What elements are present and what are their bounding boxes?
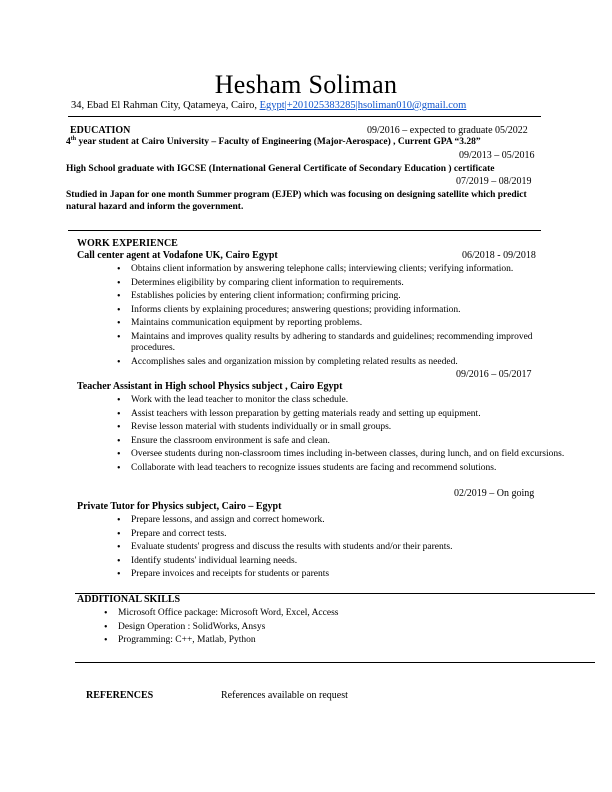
references-text: References available on request (221, 690, 348, 701)
list-item: • Work with the lead teacher to monitor the class schedule. (117, 395, 577, 407)
list-item: • Identify students' individual learning needs. (117, 556, 557, 568)
education-year-number: 4 (66, 137, 71, 147)
list-item: • Oversee students during non-classroom times including in-between classes, during lunch, and on field excursions. (117, 449, 591, 461)
list-item: • Accomplishes sales and organization mission by completing related results as needed. (117, 357, 577, 369)
education-japan-line: Studied in Japan for one month Summer program (EJEP) which was focusing on designing satellite which predict natural hazard and inform the government. (66, 190, 527, 212)
list-item: • Ensure the classroom environment is safe and clean. (117, 436, 577, 448)
education-highschool-line: High School graduate with IGCSE (International General Certificate of Secondary Education ) certificate (66, 164, 495, 174)
list-item: • Determines eligibility by comparing client information to requirements. (117, 278, 577, 290)
job3-date: 02/2019 – On going (454, 488, 535, 499)
education-university-line (66, 137, 481, 147)
list-item: • Evaluate students' progress and discuss the results with students and/or their parents. (117, 542, 557, 554)
list-item: • Assist teachers with lesson preparation by getting materials ready and setting up equipment. (117, 409, 577, 421)
education-university-text: year student at Cairo University – Faculty of Engineering (Major-Aerospace) , Current GPA “3.28” (76, 137, 481, 147)
list-item: • Programming: C++, Matlab, Python (104, 635, 504, 647)
list-item: • Prepare and correct tests. (117, 529, 557, 541)
job3-title: Private Tutor for Physics subject, Cairo – Egypt (77, 501, 282, 512)
address-text: 34, Ebad El Rahman City, Qatameya, Cairo, (71, 100, 260, 111)
list-item: • Establishes policies by entering client information; confirming pricing. (117, 291, 577, 303)
education-divider (68, 230, 541, 231)
job1-date: 06/2018 - 09/2018 (462, 250, 536, 261)
contact-link[interactable]: Egypt|+201025383285|hsoliman010@gmail.com (259, 100, 467, 111)
contact-line (71, 100, 466, 111)
resume-name: Hesham Soliman (214, 70, 398, 99)
education-date-2: 09/2013 – 05/2016 (459, 150, 535, 161)
skills-bullet-list (104, 608, 504, 647)
list-item: • Prepare invoices and receipts for students or parents (117, 569, 557, 581)
skills-heading: ADDITIONAL SKILLS (77, 594, 181, 605)
job3-bullet-list (117, 515, 557, 581)
education-year-suffix: th (70, 135, 77, 142)
job2-title: Teacher Assistant in High school Physics subject , Cairo Egypt (77, 381, 343, 392)
education-date-1: 09/2016 – expected to graduate 05/2022 (367, 125, 528, 136)
list-item: • Informs clients by explaining procedures; answering questions; providing information. (117, 305, 577, 317)
list-item: • Microsoft Office package: Microsoft Word, Excel, Access (104, 608, 504, 620)
list-item: • Obtains client information by answering telephone calls; interviewing clients; verifying information. (117, 264, 577, 276)
list-item: • Maintains communication equipment by reporting problems. (117, 318, 577, 330)
list-item: • Collaborate with lead teachers to recognize issues students are facing and recommend solutions. (117, 463, 577, 475)
list-item: • Maintains and improves quality results by adhering to standards and guidelines; recommending improved procedures. (117, 332, 561, 355)
job2-bullet-list (117, 395, 577, 474)
job1-title: Call center agent at Vodafone UK, Cairo Egypt (77, 250, 278, 261)
list-item: • Design Operation : SolidWorks, Ansys (104, 622, 504, 634)
education-heading: EDUCATION (70, 125, 131, 136)
list-item: • Revise lesson material with students individually or in small groups. (117, 422, 577, 434)
work-heading: WORK EXPERIENCE (77, 238, 178, 249)
job1-bullet-list (117, 264, 577, 368)
list-item: • Prepare lessons, and assign and correct homework. (117, 515, 557, 527)
skills-divider (75, 662, 595, 663)
education-date-3: 07/2019 – 08/2019 (456, 176, 532, 187)
references-heading: REFERENCES (86, 690, 154, 701)
header-divider (68, 116, 541, 117)
job2-date: 09/2016 – 05/2017 (456, 369, 532, 380)
